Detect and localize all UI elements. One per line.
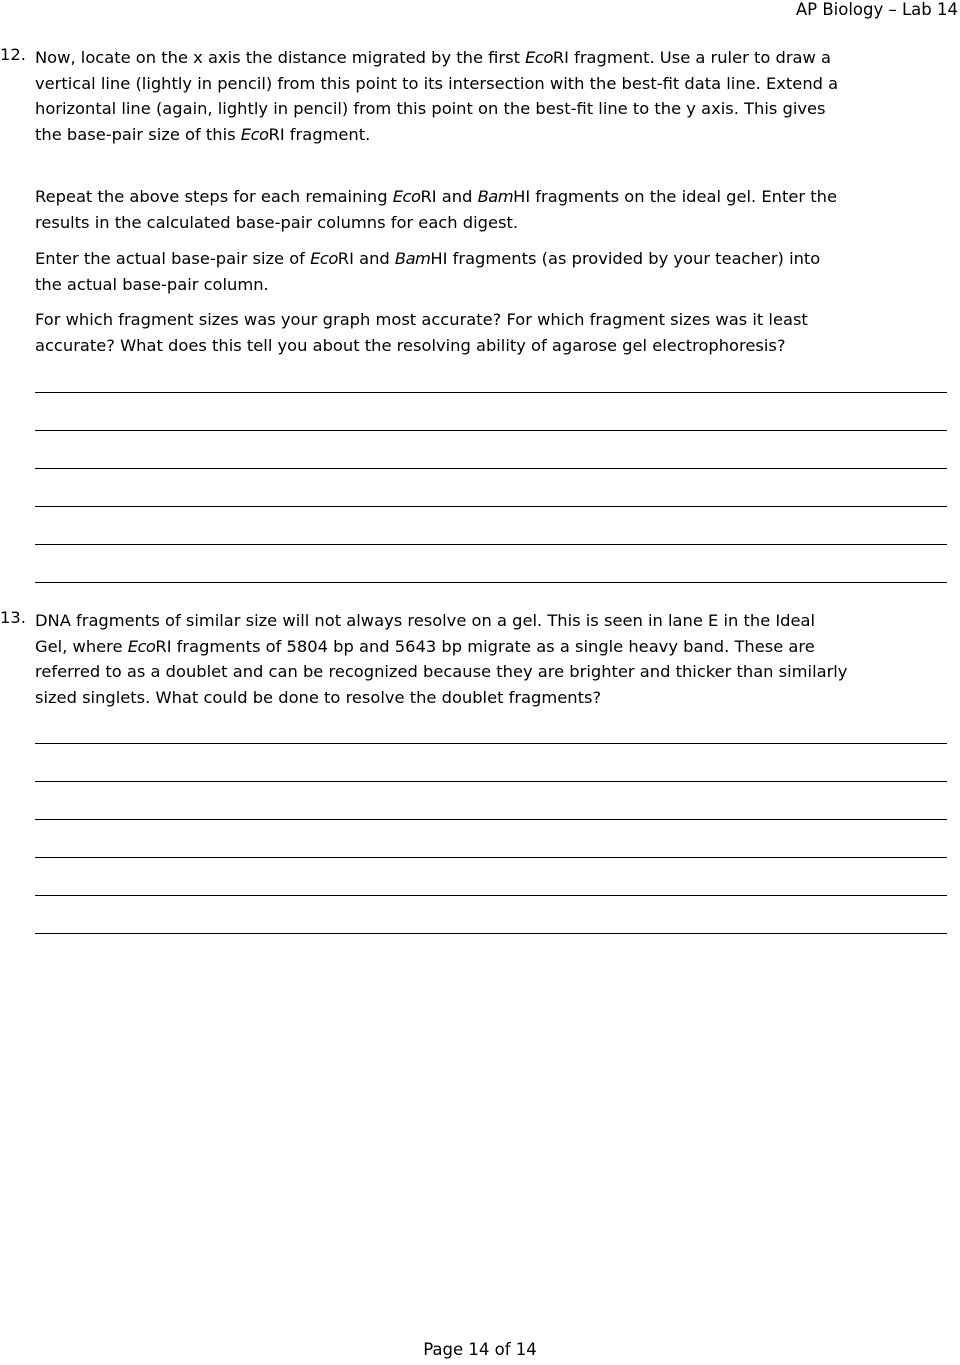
text-segment: RI fragment. [268,124,371,144]
answer-line[interactable] [35,743,947,744]
text-segment: vertical line (lightly in pencil) from this point to its intersection with the best-fit data line. Extend a [35,73,839,93]
text-line [35,333,808,359]
italic-term: Eco [310,249,338,268]
answer-line[interactable] [35,819,947,820]
text-line [35,184,837,210]
text-line [35,608,847,634]
text-segment: Gel, where [35,636,128,656]
text-segment: RI fragments of 5804 bp and 5643 bp migrate as a single heavy band. These are [155,636,815,656]
answer-line[interactable] [35,468,947,469]
answer-line[interactable] [35,895,947,896]
answer-line[interactable] [35,430,947,431]
text-segment: horizontal line (again, lightly in pencil) from this point on the best-fit line to the y axis. This gives [35,99,826,118]
text-segment: HI fragments on the ideal gel. Enter the [513,187,837,206]
answer-line[interactable] [35,582,947,583]
text-line [35,96,838,122]
text-line [35,272,820,298]
italic-term: Eco [525,48,553,67]
italic-term: Bam [394,249,431,268]
text-segment: Now, locate on the x axis the distance migrated by the first [35,48,526,67]
italic-term: Eco [127,636,156,656]
text-line [35,45,838,71]
text-line [35,246,820,272]
answer-line[interactable] [35,544,947,545]
italic-term: Eco [392,187,421,206]
answer-line[interactable] [35,506,947,507]
text-segment: For which fragment sizes was your graph most accurate? For which fragment sizes was it least [35,310,808,329]
text-segment: results in the calculated base-pair columns for each digest. [35,212,518,232]
text-line [35,307,808,333]
text-segment: RI and [337,249,395,268]
text-segment: the actual base-pair column. [35,274,269,294]
text-segment: the base-pair size of this [35,124,241,144]
italic-term: Eco [240,124,269,144]
text-line [35,122,838,148]
paragraph [35,184,837,235]
text-segment: RI fragment. Use a ruler to draw a [552,48,831,67]
text-segment: RI and [420,187,478,206]
text-line [35,210,837,236]
text-line [35,634,847,660]
text-segment: Repeat the above steps for each remaining [35,187,393,206]
text-segment: HI fragments (as provided by your teacher) into [430,249,821,268]
page-header: AP Biology – Lab 14 [795,0,958,19]
text-segment: referred to as a doublet and can be recognized because they are brighter and thicker than similarly [35,662,848,681]
text-segment: sized singlets. What could be done to resolve the doublet fragments? [35,687,602,707]
paragraph [35,45,838,147]
text-segment: Enter the actual base-pair size of [35,249,311,268]
text-line [35,685,847,711]
text-segment: DNA fragments of similar size will not always resolve on a gel. This is seen in lane E in the Ideal [35,611,816,630]
text-line [35,659,847,685]
text-segment: accurate? What does this tell you about the resolving ability of agarose gel electrophoresis? [35,335,786,355]
page-number: Page 14 of 14 [423,1340,537,1359]
answer-line[interactable] [35,857,947,858]
text-line [35,71,838,97]
answer-line[interactable] [35,781,947,782]
answer-line[interactable] [35,933,947,934]
question-number: 12. [0,45,26,64]
paragraph [35,246,820,297]
question-number: 13. [0,608,26,627]
answer-line[interactable] [35,392,947,393]
paragraph [35,608,847,710]
paragraph [35,307,808,358]
italic-term: Bam [477,187,514,206]
